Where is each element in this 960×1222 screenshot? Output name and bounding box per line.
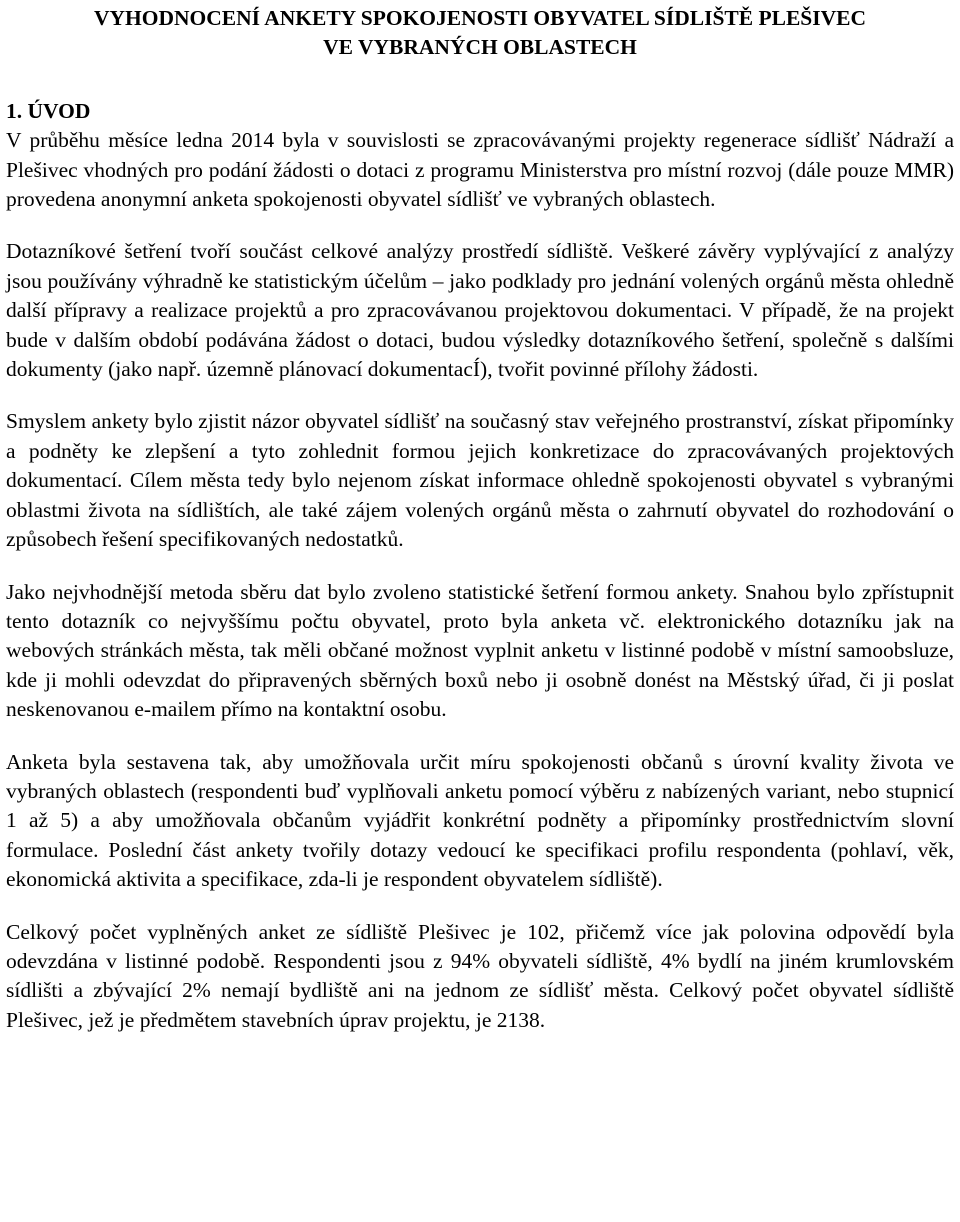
paragraph-2: Dotazníkové šetření tvoří součást celkové analýzy prostředí sídliště. Veškeré závěry vyplývající z analýzy jsou používány výhradně ke statistickým účelům – jako podklady pro jednání volených orgánů města ohledně další přípravy a realizace projektů a pro zpracovávanou projektovou dokumentaci. V případě, že na projekt bude v dalším období podávána žádost o dotaci, budou výsledky dotazníkového šetření, společně s dalšími dokumenty (jako např. územně plánovací dokumentacÍ), tvořit povinné přílohy žádosti. bbox=[6, 239, 954, 382]
paragraph-4: Jako nejvhodnější metoda sběru dat bylo zvoleno statistické šetření formou ankety. Snahou bylo zpřístupnit tento dotazník co nejvyššímu počtu obyvatel, proto byla anketa vč. elektronického dotazníku jak na webových stránkách města, tak měli občané možnost vyplnit anketu v listinné podobě v místní samoobsluze, kde ji mohli odevzdat do připravených sběrných boxů nebo ji osobně donést na Městský úřad, či ji poslat neskenovanou e-mailem přímo na kontaktní osobu. bbox=[6, 579, 954, 722]
document-title-line-2: VE VYBRANÝCH OBLASTECH bbox=[323, 35, 637, 60]
paragraph-1: V průběhu měsíce ledna 2014 byla v souvislosti se zpracovávanými projekty regenerace sídlišť Nádraží a Plešivec vhodných pro podání žádosti o dotaci z programu Ministerstva pro místní rozvoj (dále pouze MMR) provedena anonymní anketa spokojenosti obyvatel sídlišť ve vybraných oblastech. bbox=[6, 128, 954, 212]
paragraph-5: Anketa byla sestavena tak, aby umožňovala určit míru spokojenosti občanů s úrovní kvality života ve vybraných oblastech (respondenti buď vyplňovali anketu pomocí výběru z nabízených variant, nebo stupnicí 1 až 5) a aby umožňovala občanům vyjádřit konkrétní podněty a připomínky prostřednictvím slovní formulace. Poslední část ankety tvořily dotazy vedoucí ke specifikaci profilu respondenta (pohlaví, věk, ekonomická aktivita a specifikace, zda-li je respondent obyvatelem sídliště). bbox=[6, 749, 954, 892]
section-heading-intro: 1. ÚVOD bbox=[6, 98, 91, 123]
paragraph-6: Celkový počet vyplněných anket ze sídliště Plešivec je 102, přičemž více jak polovina odpovědí byla odevzdána v listinné podobě. Respondenti jsou z 94% obyvateli sídliště, 4% bydlí na jiném krumlovském sídlišti a zbývající 2% nemají bydliště ani na jednom ze sídlišť města. Celkový počet obyvatel sídliště Plešivec, jež je předmětem stavebních úprav projektu, je 2138. bbox=[6, 919, 954, 1032]
paragraph-3: Smyslem ankety bylo zjistit názor obyvatel sídlišť na současný stav veřejného prostranství, získat připomínky a podněty ke zlepšení a tyto zohlednit formou jejich konkretizace do zpracovávaných projektových dokumentací. Cílem města tedy bylo nejenom získat informace ohledně spokojenosti obyvatel s vybranými oblastmi života na sídlištích, ale také zájem volených orgánů města o zahrnutí obyvatel do rozhodování o způsobech řešení specifikovaných nedostatků. bbox=[6, 409, 954, 552]
document-title bbox=[6, 4, 954, 63]
document-title-line-1: VYHODNOCENÍ ANKETY SPOKOJENOSTI OBYVATEL SÍDLIŠTĚ PLEŠIVEC bbox=[93, 6, 867, 30]
